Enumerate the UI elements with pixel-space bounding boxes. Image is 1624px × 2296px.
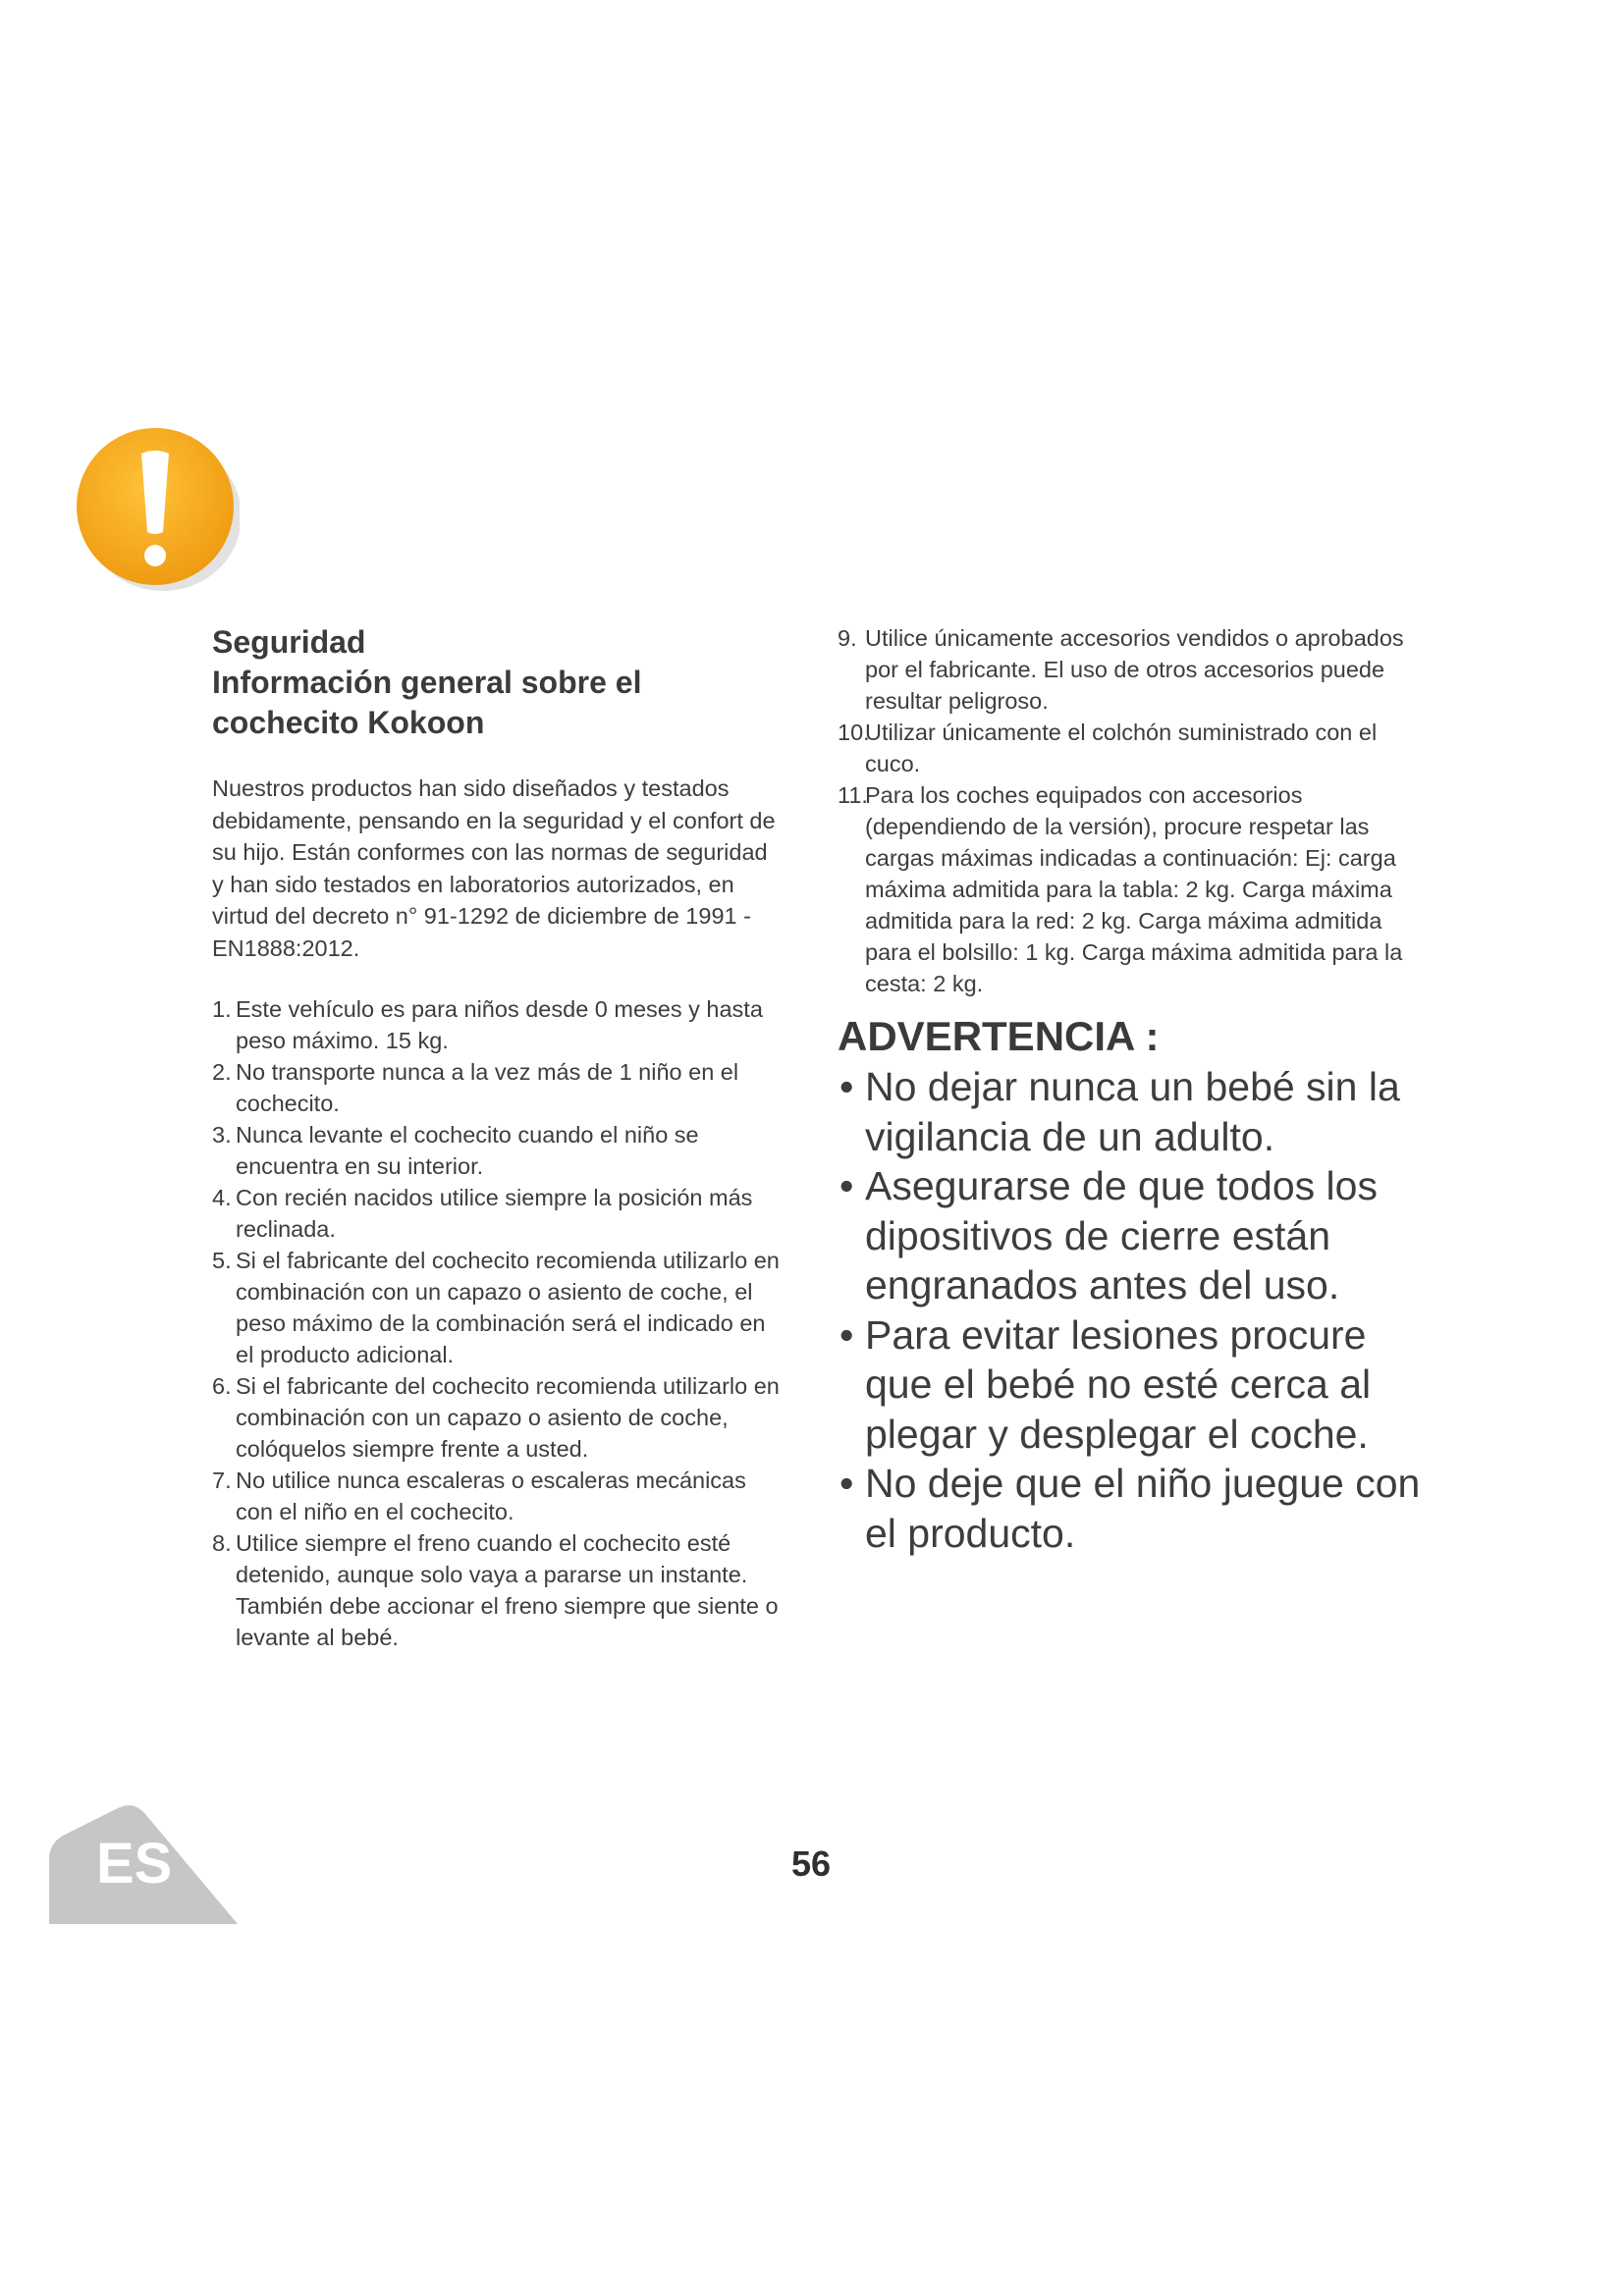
- left-column: [212, 622, 782, 1653]
- item-number: 5.: [212, 1248, 232, 1273]
- intro-paragraph: Nuestros productos han sido diseñados y testados debidamente, pensando en la seguridad y el confort de su hijo. Están conformes con las normas de seguridad y han sido testados en laboratorios autorizados, en virtud del decreto n° 91-1292 de diciembre de 1991 - EN1888:2012.: [212, 775, 776, 961]
- bullet: •: [839, 1064, 854, 1109]
- item-text: Para los coches equipados con accesorios (dependiendo de la versión), procure respetar las cargas máximas indicadas a continuación: Ej: carga máxima admitida para la tabla: 2 kg. Carga máxima admitida para la red: 2 kg. Carga máxima admitida para el bolsillo: 1 kg. Carga máxima admitida para la cesta: 2 kg.: [865, 782, 1403, 996]
- list-item: [838, 779, 1427, 999]
- item-text: Utilice siempre el freno cuando el cochecito esté detenido, aunque solo vaya a pararse un instante. También debe accionar el freno siempre que siente o levante al bebé.: [236, 1530, 779, 1650]
- item-text: Utilice únicamente accesorios vendidos o aprobados por el fabricante. El uso de otros accesorios puede resultar peligroso.: [865, 625, 1404, 714]
- heading-line-1: Seguridad: [212, 624, 366, 660]
- warning-text: No dejar nunca un bebé sin la vigilancia de un adulto.: [865, 1064, 1400, 1159]
- list-item: [212, 1370, 782, 1465]
- warning-title: ADVERTENCIA :: [838, 1013, 1160, 1059]
- right-column: [838, 622, 1427, 1558]
- warning-list: [838, 1062, 1427, 1558]
- list-item: [212, 1119, 782, 1182]
- bullet: •: [839, 1461, 854, 1506]
- item-text: Con recién nacidos utilice siempre la posición más reclinada.: [236, 1185, 753, 1242]
- item-number: 9.: [838, 625, 857, 651]
- safety-list-right: [838, 622, 1427, 999]
- heading-line-3: cochecito Kokoon: [212, 705, 485, 740]
- item-number: 1.: [212, 996, 232, 1022]
- warning-item: [838, 1161, 1427, 1310]
- warning-text: No deje que el niño juegue con el producto.: [865, 1461, 1421, 1556]
- list-item: [838, 717, 1427, 779]
- item-number: 6.: [212, 1373, 232, 1399]
- exclamation-warning-icon: [73, 424, 240, 591]
- page-number: 56: [790, 1843, 832, 1884]
- heading-line-2: Información general sobre el: [212, 665, 642, 700]
- item-number: 11.: [838, 782, 868, 808]
- list-item: [212, 1527, 782, 1653]
- list-item: [838, 622, 1427, 717]
- item-text: Si el fabricante del cochecito recomienda utilizarlo en combinación con un capazo o asiento de coche, colóquelos siempre frente a usted.: [236, 1373, 780, 1462]
- item-number: 4.: [212, 1185, 232, 1210]
- warning-text: Para evitar lesiones procure que el bebé no esté cerca al plegar y desplegar el coche.: [865, 1311, 1372, 1457]
- item-text: Si el fabricante del cochecito recomienda utilizarlo en combinación con un capazo o asiento de coche, el peso máximo de la combinación será el indicado en el producto adicional.: [236, 1248, 780, 1367]
- item-text: No utilice nunca escaleras o escaleras mecánicas con el niño en el cochecito.: [236, 1468, 746, 1524]
- item-number: 10.: [838, 720, 870, 745]
- list-item: [212, 1056, 782, 1119]
- list-item: [212, 1182, 782, 1245]
- language-label: ES: [96, 1832, 173, 1896]
- item-number: 7.: [212, 1468, 232, 1493]
- warning-item: [838, 1062, 1427, 1161]
- section-heading: [212, 622, 782, 743]
- item-text: Este vehículo es para niños desde 0 meses y hasta peso máximo. 15 kg.: [236, 996, 763, 1053]
- warning-text: Asegurarse de que todos los dipositivos de cierre están engranados antes del uso.: [865, 1163, 1378, 1308]
- item-number: 3.: [212, 1122, 232, 1148]
- item-number: 2.: [212, 1059, 232, 1085]
- item-text: Nunca levante el cochecito cuando el niño se encuentra en su interior.: [236, 1122, 699, 1179]
- item-text: Utilizar únicamente el colchón suministrado con el cuco.: [865, 720, 1378, 776]
- item-number: 8.: [212, 1530, 232, 1556]
- warning-item: [838, 1310, 1427, 1460]
- bullet: •: [839, 1311, 854, 1358]
- warning-item: [838, 1459, 1427, 1558]
- list-item: [212, 993, 782, 1056]
- item-text: No transporte nunca a la vez más de 1 niño en el cochecito.: [236, 1059, 739, 1116]
- list-item: [212, 1465, 782, 1527]
- safety-list-left: [212, 993, 782, 1653]
- bullet: •: [839, 1163, 854, 1208]
- list-item: [212, 1245, 782, 1370]
